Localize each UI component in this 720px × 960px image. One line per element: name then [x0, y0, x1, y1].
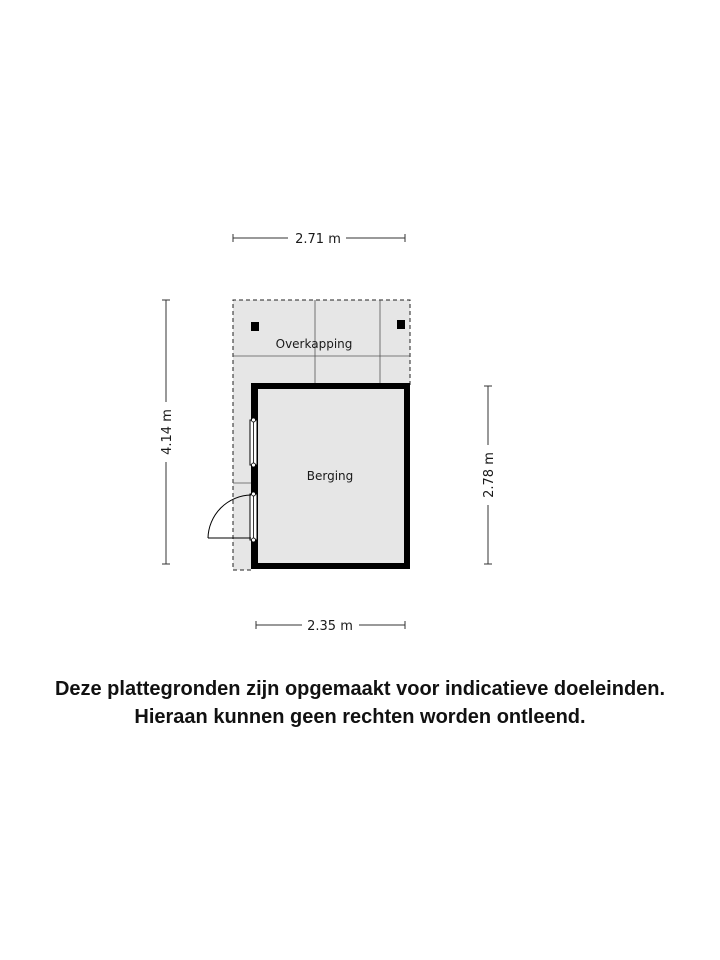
berging-label: Berging — [306, 469, 354, 483]
dimension-right-label: 2.78 m — [482, 452, 497, 498]
dimension-top — [233, 232, 405, 247]
post-left — [251, 322, 259, 331]
disclaimer — [0, 675, 720, 731]
dimension-right — [482, 386, 497, 564]
dimension-left-label: 4.14 m — [160, 409, 175, 455]
dimension-top-label: 2.71 m — [295, 232, 341, 247]
dimension-bottom-label: 2.35 m — [307, 619, 353, 634]
dimension-bottom — [256, 619, 405, 634]
post-right — [397, 320, 405, 329]
overkapping-label: Overkapping — [275, 337, 353, 351]
disclaimer-line-2: Hieraan kunnen geen rechten worden ontleend. — [134, 706, 586, 728]
disclaimer-line-1: Deze plattegronden zijn opgemaakt voor indicatieve doeleinden. — [54, 678, 666, 700]
dimension-left — [160, 300, 175, 564]
